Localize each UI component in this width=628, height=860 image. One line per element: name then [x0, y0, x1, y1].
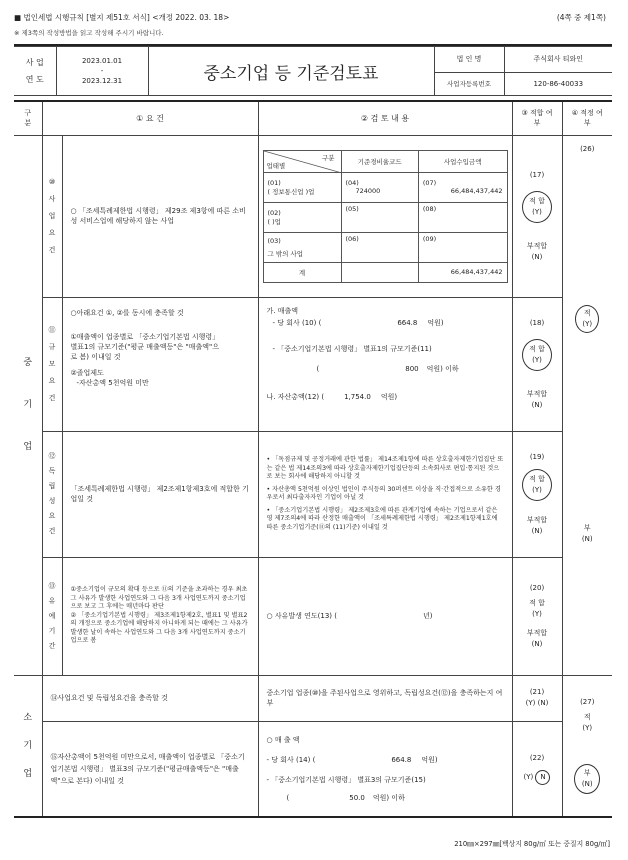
grace-fit: (20) 적 합 (Y) 부적합 (N): [512, 557, 562, 675]
small-fit-2: (22) (Y) N: [512, 721, 562, 817]
period-range: 2023.01.01 - 2023.12.31: [56, 47, 148, 96]
head-code: 기준경비율코드: [341, 150, 418, 172]
col-category: 구분: [14, 101, 42, 135]
sales-value: 664.8: [397, 318, 418, 327]
col-requirement: ① 요 건: [42, 101, 258, 135]
fit-yes-circle: 적 합 (Y): [522, 191, 552, 223]
size-requirement: ○아래요건 ①, ②를 동시에 충족할 것 ①매출액이 업종별로 「중소기업기본법 시행령」 별표1의 규모기준("평균 매출액등"은 "매출액"으로 봄) 이내일 것 ②졸업제도 -자산총액 5천억원 미만: [62, 297, 258, 431]
biz-no: 120-86-40033: [504, 72, 612, 95]
section-sme: 중 기 업: [14, 135, 42, 675]
total-label: 계: [263, 262, 341, 282]
corp-name-label: 법 인 명: [434, 47, 504, 73]
business-requirement: ○ 「조세특례제한법 시행령」 제29조 제3항에 따른 소비성 서비스업에 해당하지 않는 사업: [62, 135, 258, 297]
business-review: [258, 135, 512, 297]
period-from: 2023.01.01: [81, 57, 123, 65]
grace-requirement: ①중소기업이 규모의 확대 등으로 ⑪의 기준을 초과하는 경우 최초 그 사유가 발생한 사업연도와 그 다음 3개 사업연도까지 중소기업으로 보고 그 후에는 매년마다 판단 ② 「중소기업기본법 시행령」 제3조제1항제2호, 별표1 및 별표2의 개정으로 중소기업에 해당하지 아니하게 되는 때에는 그 사유가 발생한 날이 속하는 사업연도와 그 다음 3개 사업연도까지 중소기업으로 봄: [62, 557, 258, 675]
main-table: [14, 100, 612, 818]
business-label: ⑩ 사 업 요 건: [42, 135, 62, 297]
page-info: (4쪽 중 제1쪽): [556, 13, 606, 22]
page-title: 중소기업 등 기준검토표: [148, 47, 434, 96]
independence-requirement: 「조세특례제한법 시행령」 제2조제1항제3호에 적합한 기업일 것: [62, 431, 258, 557]
std-value: 800: [405, 364, 419, 373]
row1-code: (04) 724000: [341, 172, 418, 202]
grace-label: ⑬ 유 예 기 간: [42, 557, 62, 675]
independence-review: • 「독점규제 및 공정거래에 관한 법률」 제14조제1항에 따른 상호출자제한기업집단 또는 같은 법 제14조의3에 따라 상호출자제한기업집단등의 소속회사로 편입·통지된 것으로 보는 회사에 해당하지 아니할 것 • 자산총액 5천억원 이상인 법인이 주식등의 30퍼센트 이상을 직·간접적으로 소유한 경우로서 최다출자자인 기업이 아닐 것 • 「중소기업기본법 시행령」 제2조제3호에 따른 관계기업에 속하는 기업으로서 같은 영 제7조의4에 따라 산정한 매출액이 「조세특례제한법 시행령」 제2조제1항제1호에 따른 중소기업기준(⑪의 (11)기준) 이내일 것: [258, 431, 512, 557]
row2-name: (02) ( )업: [263, 202, 341, 232]
small-sales-value: 664.8: [391, 755, 412, 764]
fit-yes-circle: 적 합 (Y): [522, 469, 552, 501]
grace-review: ○ 사유발생 연도(13) ( 년): [258, 557, 512, 675]
row1-name: (01) ( 정보통신업 )업: [263, 172, 341, 202]
sme-final: (26) 적 (Y) 부 (N): [562, 135, 612, 675]
paper-spec: 210㎜×297㎜[백상지 80g/㎡ 또는 중질지 80g/㎡]: [454, 840, 610, 848]
size-review: 가. 매출액 - 당 회사 (10) ( 664.8 억원) - 「중소기업기본법 시행령」 별표1의 규모기준(11) ( 800 억원) 이하 나. 자산총액(12) ( 1,754.0 억원): [258, 297, 512, 431]
diag-header: 구분 업태별: [263, 150, 341, 172]
col-review: ② 검 토 내 용: [258, 101, 512, 135]
head-revenue: 사업수입금액: [418, 150, 507, 172]
fit-no-circle: N: [535, 770, 550, 785]
independence-fit: (19) 적 합 (Y) 부적합 (N): [512, 431, 562, 557]
section-small: 소 기 업: [14, 675, 42, 817]
size-fit: (18) 적 합 (Y) 부적합 (N): [512, 297, 562, 431]
row3-code: (06): [341, 232, 418, 262]
form-title: ■ 법인세법 시행규칙 [별지 제51호 서식] <개정 2022. 03. 18>: [14, 13, 230, 22]
small-review-2: ○ 매 출 액 - 당 회사 (14) ( 664.8 억원) - 「중소기업기본법 시행령」 별표3의 규모기준(15) ( 50.0 억원) 이하: [258, 721, 512, 817]
small-final: (27) 적 (Y) 부 (N): [562, 675, 612, 817]
final-yes-circle: 적 (Y): [575, 305, 599, 333]
independence-label: ⑫ 독 립 성 요 건: [42, 431, 62, 557]
size-label: ⑪ 규 모 요 건: [42, 297, 62, 431]
business-type-table: [263, 150, 508, 283]
total-code: [341, 262, 418, 282]
row1-revenue: (07) 66,484,437,442: [418, 172, 507, 202]
small-fit-1: (21) (Y) (N): [512, 675, 562, 721]
col-fit4: ④ 적정 여부: [562, 101, 612, 135]
col-fit3: ③ 적합 여부: [512, 101, 562, 135]
final-no-circle: 부 (N): [574, 764, 600, 794]
row2-code: (05): [341, 202, 418, 232]
total-revenue: 66,484,437,442: [418, 262, 507, 282]
small-std-value: 50.0: [349, 793, 365, 802]
title-block: [14, 44, 612, 94]
small-req-1: ⑭사업요건 및 독립성요건을 충족할 것: [42, 675, 258, 721]
business-fit: (17) 적 합 (Y) 부적합 (N): [512, 135, 562, 297]
period-label: 사 업 연 도: [14, 47, 56, 96]
small-req-2: ⑮자산총액이 5천억원 미만으로서, 매출액이 업종별로 「중소기업기본법 시행령」 별표3의 규모기준("평균매출액등"은 "매출액"으로 본다) 이내일 것: [42, 721, 258, 817]
row2-revenue: (08): [418, 202, 507, 232]
small-review-1: 중소기업 업종(⑩)을 주된사업으로 영위하고, 독립성요건(⑫)을 충족하는지 여부: [258, 675, 512, 721]
assets-value: 1,754.0: [344, 392, 371, 401]
instruction-note: ※ 제3쪽의 작성방법을 읽고 작성해 주시기 바랍니다.: [14, 29, 164, 37]
row3-revenue: (09): [418, 232, 507, 262]
corp-name: 주식회사 티와인: [504, 47, 612, 73]
biz-no-label: 사업자등록번호: [434, 72, 504, 95]
row3-name: (03) 그 밖의 사업: [263, 232, 341, 262]
fit-yes-circle: 적 합 (Y): [522, 339, 552, 371]
period-to: 2023.12.31: [81, 77, 123, 85]
